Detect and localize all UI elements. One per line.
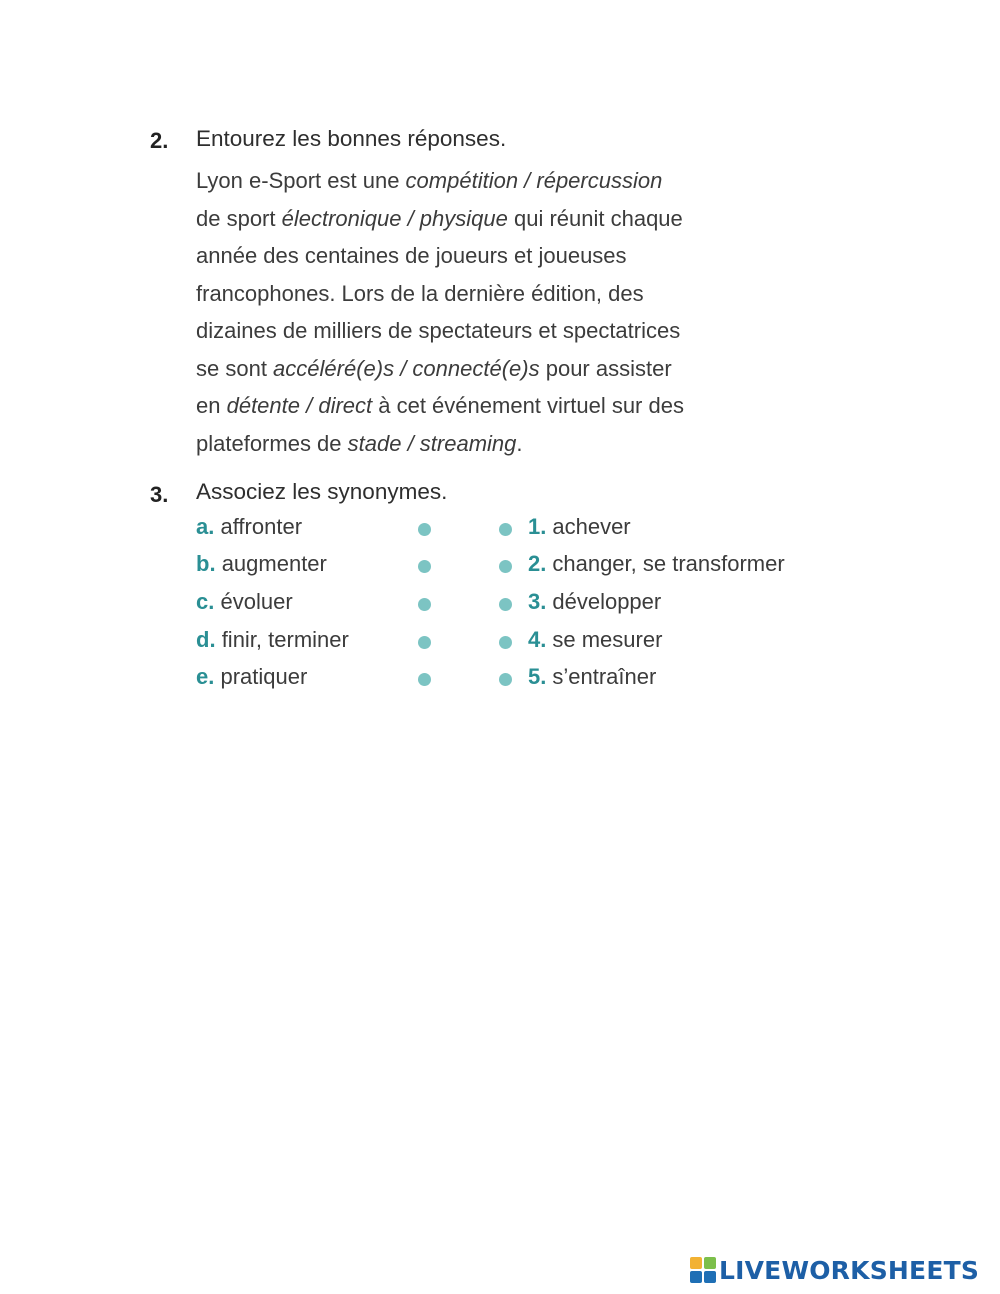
answer-choice[interactable]: accéléré(e)s / connecté(e)s <box>273 355 540 381</box>
left-match-dot[interactable] <box>418 523 431 536</box>
answer-choice[interactable]: stade / streaming <box>347 430 517 456</box>
passage-line <box>196 312 846 350</box>
item-letter: c. <box>196 589 215 614</box>
right-match-dot[interactable] <box>499 523 512 536</box>
left-match-dot[interactable] <box>418 598 431 611</box>
item-letter: e. <box>196 664 215 689</box>
item-letter: b. <box>196 551 216 576</box>
right-match-dot[interactable] <box>499 560 512 573</box>
item-text: se mesurer <box>552 627 663 652</box>
matching-row <box>196 627 876 657</box>
item-number: 1. <box>528 514 547 539</box>
item-number: 3. <box>528 589 547 614</box>
matching-row <box>196 551 876 581</box>
left-item <box>196 589 293 615</box>
matching-row <box>196 589 876 619</box>
exercise-3-title: Associez les synonymes. <box>196 479 448 504</box>
passage-text: se sont <box>196 355 274 381</box>
passage-text: Lyon e-Sport est une <box>196 168 406 193</box>
item-number: 4. <box>528 627 547 652</box>
item-text: augmenter <box>221 551 327 576</box>
left-match-dot[interactable] <box>418 673 431 686</box>
passage-text: année des centaines de joueurs et joueuses <box>196 243 627 268</box>
passage-line <box>196 162 846 200</box>
item-text: changer, se transformer <box>552 551 785 576</box>
passage-line <box>196 200 846 238</box>
item-text: pratiquer <box>220 664 308 689</box>
liveworksheets-logo-icon <box>690 1257 716 1283</box>
exercise-2-number: 2. <box>150 128 169 153</box>
matching-exercise <box>196 514 876 704</box>
passage-text: qui réunit chaque <box>507 205 683 231</box>
item-text: évoluer <box>220 589 293 614</box>
passage-line <box>196 237 846 275</box>
right-match-dot[interactable] <box>499 673 512 686</box>
right-item <box>528 627 662 653</box>
passage-text: . <box>516 430 523 456</box>
right-match-dot[interactable] <box>499 598 512 611</box>
exercise-3-number: 3. <box>150 482 169 507</box>
item-text: affronter <box>220 514 303 539</box>
item-number: 5. <box>528 664 547 689</box>
item-text: développer <box>552 589 662 614</box>
answer-choice[interactable]: électronique / physique <box>281 205 508 231</box>
answer-choice[interactable]: détente / direct <box>226 393 373 418</box>
passage-text: de sport <box>196 205 282 231</box>
left-item <box>196 627 349 653</box>
answer-choice[interactable]: compétition / répercussion <box>405 168 663 193</box>
matching-row <box>196 664 876 694</box>
matching-row <box>196 514 876 544</box>
passage-text: pour assister <box>539 355 672 381</box>
right-match-dot[interactable] <box>499 636 512 649</box>
item-text: achever <box>552 514 631 539</box>
right-item <box>528 664 656 690</box>
left-match-dot[interactable] <box>418 560 431 573</box>
left-item <box>196 514 302 540</box>
exercise-2-passage <box>196 162 846 462</box>
right-item <box>528 514 631 540</box>
right-item <box>528 589 661 615</box>
passage-text: en <box>196 393 227 418</box>
item-letter: d. <box>196 627 216 652</box>
passage-line <box>196 425 846 463</box>
passage-line <box>196 275 846 313</box>
item-text: finir, terminer <box>221 627 349 652</box>
passage-text: dizaines de milliers de spectateurs et spectatrices <box>196 318 681 343</box>
item-text: s’entraîner <box>552 664 657 689</box>
item-number: 2. <box>528 551 547 576</box>
passage-text: à cet événement virtuel sur des <box>372 393 684 418</box>
left-match-dot[interactable] <box>418 636 431 649</box>
passage-text: plateformes de <box>196 430 348 456</box>
passage-line <box>196 387 846 425</box>
left-item <box>196 664 307 690</box>
right-item <box>528 551 785 577</box>
liveworksheets-logo[interactable] <box>690 1254 979 1286</box>
passage-line <box>196 350 846 388</box>
left-item <box>196 551 327 577</box>
passage-text: francophones. Lors de la dernière édition, des <box>196 280 644 306</box>
item-letter: a. <box>196 514 215 539</box>
logo-text: LIVEWORKSHEETS <box>719 1255 980 1285</box>
exercise-2-title: Entourez les bonnes réponses. <box>196 126 507 151</box>
